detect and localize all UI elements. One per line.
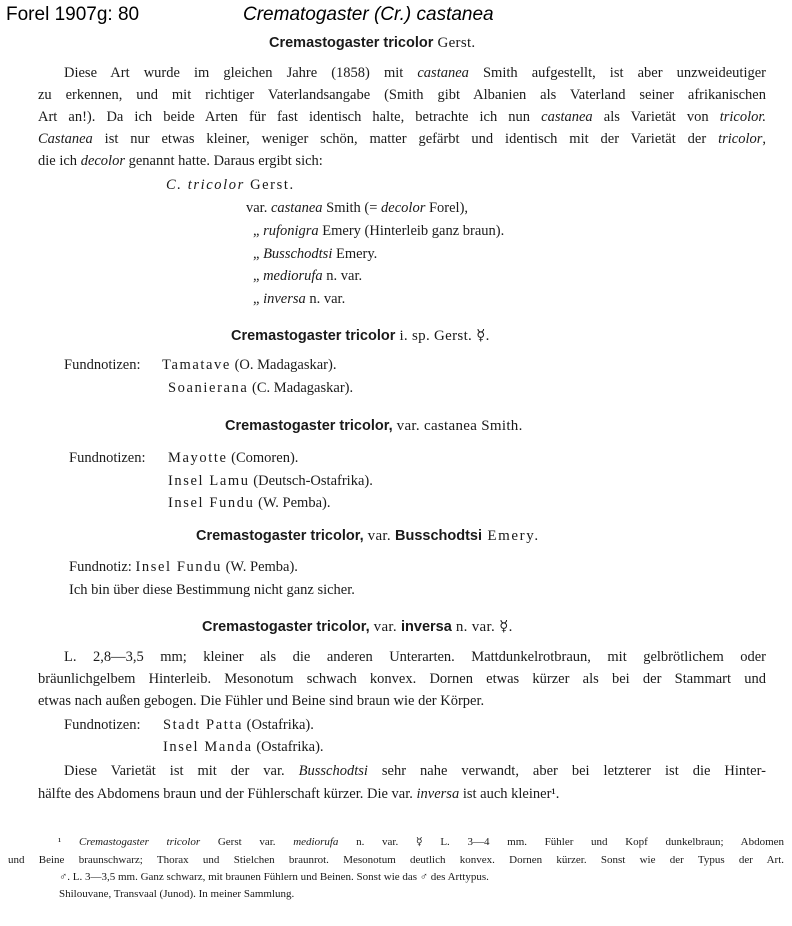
locality-region: (Comoren).: [227, 450, 299, 466]
text-run: Smith aufgestellt, ist aber unzweideutiger: [468, 65, 766, 81]
locality-name: Mayotte: [168, 450, 228, 466]
locality-name: Soanierana: [168, 380, 249, 396]
locality-line: [168, 447, 298, 470]
locality-region: (Ostafrika).: [252, 739, 324, 755]
section4-title-name: Cremastogaster tricolor,: [196, 528, 364, 544]
text-run: ,: [762, 131, 766, 147]
footnote-marker: ¹.: [551, 786, 560, 802]
text-run: Emery (Hinterleib ganz braun).: [318, 223, 505, 239]
locality-name: Insel Fundu: [168, 495, 255, 511]
author: Gerst.: [244, 177, 295, 193]
text-run: sehr nahe verwandt, aber bei letzterer ist die Hinter-: [367, 763, 766, 779]
section2-title-name: Cremastogaster tricolor: [231, 328, 396, 344]
taxon-name: Cremastogaster tricolor: [78, 836, 201, 848]
variety-item: [253, 288, 345, 311]
footnote-line-4: [59, 886, 294, 904]
locality-region: (Deutsch-Ostafrika).: [249, 473, 373, 489]
text-run: n. var. ☿ L. 3—4 mm. Fühler und Kopf dunkelbraun; Abdomen: [338, 836, 785, 848]
locality-name: Stadt Patta: [163, 717, 244, 733]
text-run: hälfte des Abdomens braun und der Fühlerschaft kürzer. Die var.: [38, 786, 417, 802]
locality-line: [168, 470, 373, 493]
text-run: etwas nach außen gebogen. Die Fühler und Beine sind braun wie der Körper.: [38, 693, 485, 709]
section2-label: Fundnotizen:: [64, 357, 141, 373]
locality-line: [162, 354, 336, 377]
taxon-name: castanea: [270, 200, 323, 216]
section2-title-rest: i. sp. Gerst. ☿.: [395, 328, 490, 344]
section1-line-2: [38, 84, 766, 107]
locality-region: (W. Pemba).: [254, 495, 331, 511]
text-run: zu erkennen, und mit richtiger Vaterlandsangabe (Smith gibt Albanien als Vaterland seiner afrikanischen: [38, 87, 766, 103]
text-run: und Beine braunschwarz; Thorax und Stielchen braunrot. Mesonotum deutlich konvex. Dornen kürzer. Sonst wie der Typus der Art.: [8, 854, 784, 866]
footnote-line-3: [59, 869, 489, 887]
list-prefix: „: [253, 291, 264, 307]
variety-item: [246, 197, 468, 220]
text-run: Smith (=: [322, 200, 382, 216]
list-prefix: „: [253, 223, 264, 239]
text-run: die ich: [38, 153, 81, 169]
taxon-name: tricolor: [718, 131, 763, 147]
locality-name: Insel Lamu: [168, 473, 250, 489]
section1-line-4: [38, 128, 766, 151]
section5-title-rest: n. var. ☿.: [451, 619, 513, 635]
title-connector: var.: [363, 528, 396, 544]
text-run: Diese Art wurde im gleichen Jahre (1858) mit: [64, 65, 418, 81]
locality-name: Insel Manda: [163, 739, 253, 755]
locality-line: [168, 377, 353, 400]
section4-title: [196, 528, 540, 545]
text-run: Gerst var.: [200, 836, 294, 848]
section4-locality: [69, 556, 298, 579]
text-run: ist nur etwas kleiner, weniger schön, matter gefärbt und identisch mit der Varietät der: [92, 131, 719, 147]
taxon-name: tricolor.: [719, 109, 767, 125]
taxon-name: Castanea: [38, 131, 93, 147]
text-run: ist auch kleiner: [459, 786, 552, 802]
list-prefix: „: [253, 246, 264, 262]
text-run: als Varietät von: [592, 109, 720, 125]
section1-title: [269, 35, 475, 52]
section5-closing-2: [38, 783, 559, 806]
locality-region: (C. Madagaskar).: [248, 380, 354, 396]
section4-label: Fundnotiz:: [69, 559, 132, 575]
text-run: bräunlichgelbem Hinterleib. Mesonotum schwach konvex. Dornen etwas kürzer als bei der Stammart und: [38, 671, 766, 687]
section3-title-rest: var. castanea Smith.: [392, 418, 523, 434]
section4-note: Ich bin über diese Bestimmung nicht ganz sicher.: [69, 582, 355, 598]
footnote-marker: ¹: [58, 836, 79, 848]
list-prefix: „: [253, 268, 264, 284]
text-run: L. 2,8—3,5 mm; kleiner als die anderen Unterarten. Mattdunkelrotbraun, mit gelbrötlichem oder: [64, 649, 766, 665]
taxon-name: inversa: [416, 786, 460, 802]
section5-title-variety: inversa: [401, 619, 452, 635]
list-prefix: var.: [246, 200, 271, 216]
locality-name: Tamatave: [162, 357, 231, 373]
locality-line: [163, 714, 314, 737]
taxon-header: Crematogaster (Cr.) castanea: [243, 4, 494, 25]
section3-title-name: Cremastogaster tricolor,: [225, 418, 393, 434]
section5-line-1: [64, 646, 766, 669]
text-run: Diese Varietät ist mit der var.: [64, 763, 299, 779]
taxon-name: Busschodtsi: [298, 763, 368, 779]
section5-label: Fundnotizen:: [64, 717, 141, 733]
taxon-name: inversa: [263, 291, 306, 307]
variety-item: [253, 220, 504, 243]
section1-line-3: [38, 106, 766, 129]
text-run: Shilouvane, Transvaal (Junod). In meiner Sammlung.: [59, 888, 295, 900]
text-run: n. var.: [305, 291, 346, 307]
title-connector: var.: [369, 619, 402, 635]
footnote-line-1: [58, 834, 784, 852]
section2-title: [231, 326, 490, 345]
taxon-name: decolor: [381, 200, 426, 216]
section5-title-name: Cremastogaster tricolor,: [202, 619, 370, 635]
locality-name: Insel Fundu: [135, 559, 222, 575]
section4-title-variety: Busschodtsi: [395, 528, 483, 544]
locality-region: (W. Pemba).: [221, 559, 298, 575]
taxon-name: C. tricolor: [166, 177, 245, 193]
section3-title: [225, 418, 523, 435]
section5-closing-1: [64, 760, 766, 783]
section5-title: [202, 617, 513, 636]
species-head: [166, 174, 295, 197]
section1-title-name: Cremastogaster tricolor: [269, 35, 434, 51]
text-run: Emery.: [332, 246, 378, 262]
section1-line-1: [64, 62, 766, 85]
taxon-name: castanea: [541, 109, 593, 125]
text-run: ♂. L. 3—3,5 mm. Ganz schwarz, mit braunen Fühlern und Beinen. Sonst wie das ♂ des Arttypus.: [59, 871, 489, 883]
locality-line: [168, 492, 330, 515]
taxon-name: mediorufa: [293, 836, 339, 848]
variety-item: [253, 243, 377, 266]
citation-header: Forel 1907g: 80: [6, 4, 140, 25]
text-run: n. var.: [322, 268, 363, 284]
taxon-name: mediorufa: [263, 268, 323, 284]
taxon-name: decolor: [80, 153, 125, 169]
section5-line-2: [38, 668, 766, 691]
locality-region: (O. Madagaskar).: [230, 357, 337, 373]
taxon-name: castanea: [417, 65, 469, 81]
locality-region: (Ostafrika).: [243, 717, 314, 733]
locality-line: [163, 736, 324, 759]
text-run: Forel),: [425, 200, 469, 216]
section1-line-5: [38, 150, 323, 173]
section4-title-author: Emery.: [482, 528, 540, 544]
taxon-name: rufonigra: [263, 223, 319, 239]
section5-line-3: [38, 690, 484, 713]
taxon-name: Busschodtsi: [263, 246, 333, 262]
footnote-line-2: [8, 852, 784, 870]
section3-label: Fundnotizen:: [69, 450, 146, 466]
text-run: genannt hatte. Daraus ergibt sich:: [124, 153, 323, 169]
section1-title-author: Gerst.: [433, 35, 476, 51]
variety-item: [253, 265, 362, 288]
text-run: Art an!). Da ich beide Arten für fast identisch halte, betrachte ich nun: [38, 109, 542, 125]
